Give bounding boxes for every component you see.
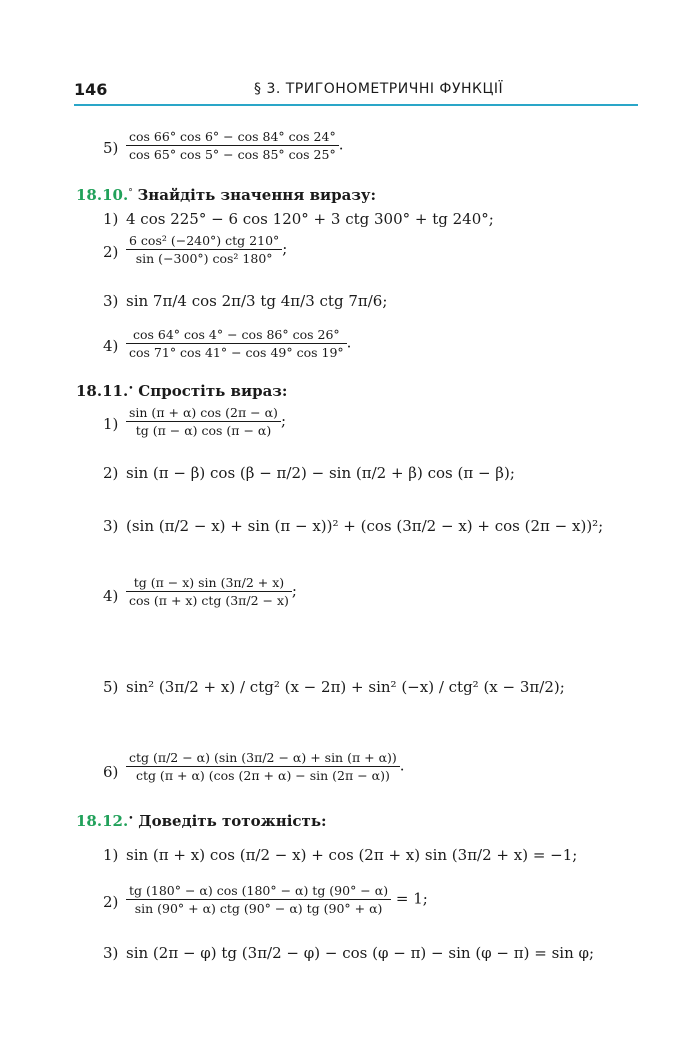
item-label: 4) — [103, 587, 119, 605]
exercise-title: Знайдіть значення виразу: — [137, 186, 377, 204]
ex-18-10-item-4 — [0, 326, 690, 366]
punct: ; — [291, 581, 297, 600]
section-title: § 3. ТРИГОНОМЕТРИЧНІ ФУНКЦІЇ — [254, 81, 504, 97]
exercise-title: Спростіть вираз: — [138, 382, 288, 400]
item-label: 3) — [103, 944, 119, 962]
fraction — [126, 749, 400, 784]
numerator: ctg (π/2 − α) (sin (3π/2 − α) + sin (π + α)) — [126, 749, 400, 767]
item-label: 5) — [103, 678, 119, 696]
exercise-number: 18.10. — [76, 186, 129, 204]
item-label: 2) — [103, 893, 119, 911]
punct: ; — [280, 411, 287, 430]
item-label: 2) — [103, 464, 119, 482]
ex-18-11-item-4 — [0, 570, 690, 630]
numerator: 6 cos² (−240°) ctg 210° — [126, 232, 282, 250]
numerator: cos 64° cos 4° − cos 86° cos 26° — [126, 326, 347, 344]
exercise-heading-18-10 — [76, 186, 376, 204]
numerator: tg (π − x) sin (3π/2 + x) — [126, 574, 292, 592]
denominator: cos 65° cos 5° − cos 85° cos 25° — [129, 147, 336, 162]
header-rule — [74, 104, 638, 106]
ex-18-11-item-1 — [0, 404, 690, 444]
fraction — [126, 574, 292, 609]
item-label: 5) — [103, 139, 119, 157]
punct: = 1; — [395, 889, 428, 908]
expression: sin (π + x) cos (π/2 − x) + cos (2π + x) sin (3π/2 + x) = −1; — [126, 846, 578, 864]
item-label: 1) — [103, 846, 119, 864]
exercise-heading-18-11 — [76, 382, 287, 400]
expression: sin 7π/4 cos 2π/3 tg 4π/3 ctg 7π/6; — [126, 292, 388, 310]
difficulty-mark: • — [128, 814, 134, 824]
punct: ; — [282, 239, 288, 258]
item-label: 4) — [103, 337, 119, 355]
ex-18-12-item-2 — [0, 882, 690, 922]
punct: . — [338, 135, 344, 154]
expression: sin² (3π/2 + x) / ctg² (x − 2π) + sin² (−x) / ctg² (x − 3π/2); — [126, 678, 565, 696]
item-label: 3) — [103, 517, 119, 535]
fraction — [126, 326, 347, 361]
difficulty-mark: • — [128, 384, 134, 394]
punct: . — [346, 333, 352, 352]
exercise-number: 18.12. — [76, 812, 129, 830]
page-header — [74, 78, 638, 108]
prev-item-5 — [0, 128, 690, 168]
expression: (sin (π/2 − x) + sin (π − x))² + (cos (3π/2 − x) + cos (2π − x))²; — [126, 517, 604, 535]
denominator: cos 71° cos 41° − cos 49° cos 19° — [129, 345, 344, 360]
item-label: 1) — [103, 415, 119, 433]
punct: . — [399, 756, 405, 775]
item-label: 2) — [103, 243, 119, 261]
numerator: sin (π + α) cos (2π − α) — [126, 404, 281, 422]
page-number: 146 — [74, 80, 108, 99]
fraction — [126, 882, 391, 917]
denominator: tg (π − α) cos (π − α) — [135, 423, 272, 438]
expression: 4 cos 225° − 6 cos 120° + 3 ctg 300° + tg 240°; — [126, 210, 494, 228]
item-label: 6) — [103, 763, 119, 781]
difficulty-mark: ° — [128, 188, 133, 198]
fraction — [126, 128, 339, 163]
numerator: cos 66° cos 6° − cos 84° cos 24° — [126, 128, 339, 146]
item-label: 3) — [103, 292, 119, 310]
item-label: 1) — [103, 210, 119, 228]
ex-18-11-item-6 — [0, 745, 690, 795]
denominator: sin (90° + α) ctg (90° − α) tg (90° + α) — [134, 901, 383, 916]
expression: sin (2π − φ) tg (3π/2 − φ) − cos (φ − π) − sin (φ − π) = sin φ; — [126, 944, 595, 962]
expression: sin (π − β) cos (β − π/2) − sin (π/2 + β) cos (π − β); — [126, 464, 515, 482]
exercise-heading-18-12 — [76, 812, 327, 830]
fraction — [126, 404, 281, 439]
denominator: ctg (π + α) (cos (2π + α) − sin (2π − α)) — [135, 768, 390, 783]
ex-18-10-item-2 — [0, 232, 690, 272]
denominator: sin (−300°) cos² 180° — [135, 251, 273, 266]
exercise-number: 18.11. — [76, 382, 129, 400]
denominator: cos (π + x) ctg (3π/2 − x) — [129, 593, 289, 608]
fraction — [126, 232, 282, 267]
numerator: tg (180° − α) cos (180° − α) tg (90° − α) — [126, 882, 391, 900]
exercise-title: Доведіть тотожність: — [138, 812, 327, 830]
